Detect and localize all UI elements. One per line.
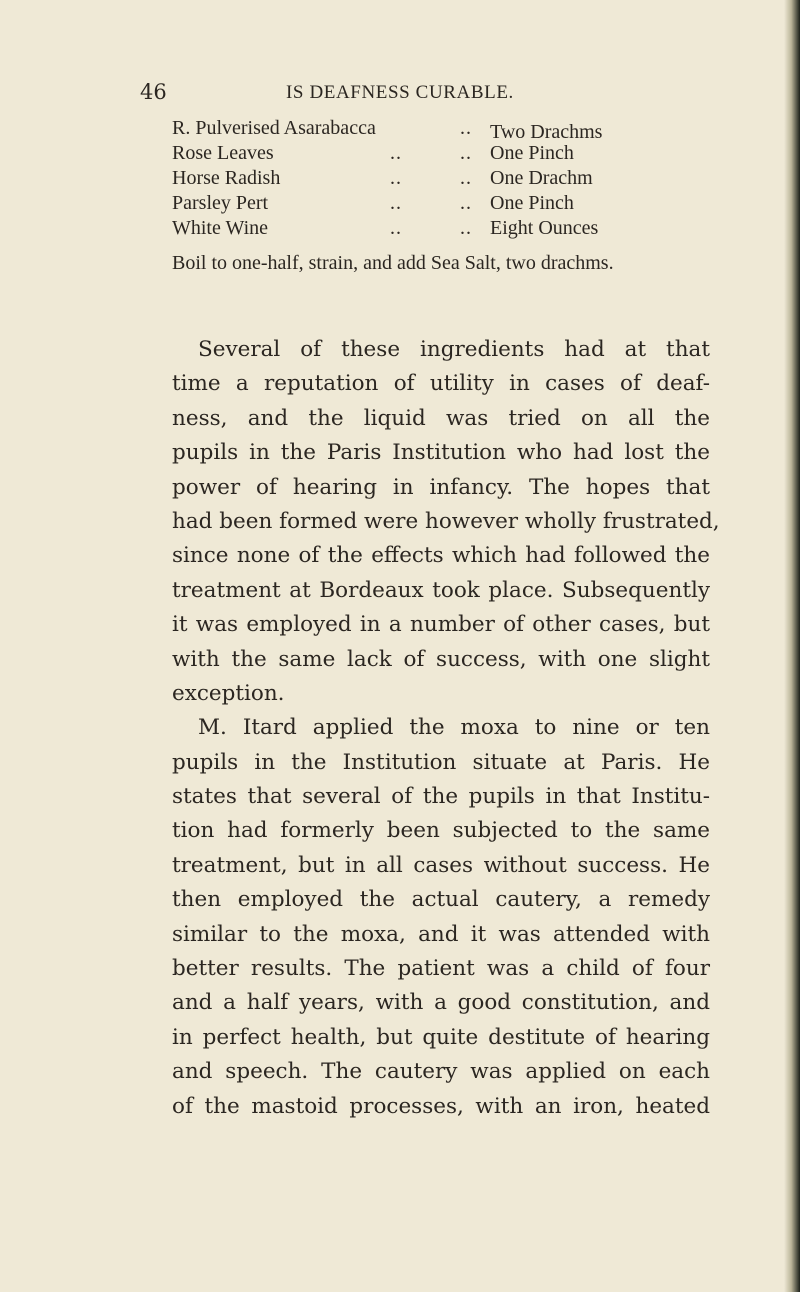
dot-leader: .. <box>460 117 472 139</box>
quantity: One Pinch <box>490 142 574 164</box>
text-line: M. Itard applied the moxa to nine or ten <box>198 715 710 741</box>
dot-leader: .. <box>460 217 472 239</box>
ingredient: Horse Radish <box>172 167 281 189</box>
text-line: pupils in the Paris Institution who had lost the <box>172 440 710 466</box>
text-line: since none of the effects which had followed the <box>172 543 710 569</box>
dot-leader: .. <box>460 167 472 189</box>
text-line: power of hearing in infancy. The hopes that <box>172 474 710 500</box>
text-line: ness, and the liquid was tried on all the <box>172 405 710 431</box>
text-line: similar to the moxa, and it was attended with <box>172 921 710 947</box>
recipe-row <box>172 216 712 241</box>
page-number: 46 <box>140 80 167 104</box>
text-line: in perfect health, but quite destitute of hearing <box>172 1024 710 1050</box>
text-line: had been formed were however wholly frustrated, <box>172 508 720 534</box>
text-line: tion had formerly been subjected to the same <box>172 818 710 844</box>
quantity: One Drachm <box>490 167 593 189</box>
text-line: states that several of the pupils in that Institu- <box>172 784 710 810</box>
text-line: then employed the actual cautery, a remedy <box>172 887 710 913</box>
text-line: treatment at Bordeaux took place. Subsequently <box>172 577 710 603</box>
text-line: with the same lack of success, with one slight <box>172 646 710 672</box>
text-line: Several of these ingredients had at that <box>198 337 710 362</box>
dot-leader: .. <box>390 167 402 189</box>
dot-leader: .. <box>390 192 402 214</box>
text-line: and a half years, with a good constitution, and <box>172 990 710 1016</box>
dot-leader: .. <box>460 142 472 164</box>
text-line: of the mastoid processes, with an iron, heated <box>172 1093 710 1119</box>
ingredient: Rose Leaves <box>172 142 274 164</box>
running-head: IS DEAFNESS CURABLE. <box>286 82 514 103</box>
text-line: treatment, but in all cases without success. He <box>172 852 710 878</box>
text-line: time a reputation of utility in cases of deaf- <box>172 371 710 397</box>
page-edge-shadow <box>784 0 800 1292</box>
text-line: and speech. The cautery was applied on each <box>172 1059 710 1085</box>
recipe-row <box>172 141 712 166</box>
recipe-list <box>172 116 712 241</box>
ingredient: R. Pulverised Asarabacca <box>172 117 376 139</box>
body-text <box>172 333 720 1124</box>
quantity: Eight Ounces <box>490 217 599 239</box>
text-line: it was employed in a number of other cases, but <box>172 612 710 638</box>
dot-leader: .. <box>390 217 402 239</box>
text-line: better results. The patient was a child of four <box>172 956 710 982</box>
dot-leader: .. <box>460 192 472 214</box>
recipe-row <box>172 116 712 141</box>
text-line: pupils in the Institution situate at Paris. He <box>172 749 710 775</box>
ingredient: Parsley Pert <box>172 192 269 214</box>
quantity: Two Drachms <box>490 121 603 143</box>
dot-leader: .. <box>390 142 402 164</box>
ingredient: White Wine <box>172 217 269 239</box>
page-header <box>140 80 760 110</box>
recipe-row <box>172 191 712 216</box>
recipe-instruction: Boil to one-half, strain, and add Sea Salt, two drachms. <box>172 252 614 274</box>
recipe-row <box>172 166 712 191</box>
quantity: One Pinch <box>490 192 574 214</box>
text-line: exception. <box>172 680 285 706</box>
